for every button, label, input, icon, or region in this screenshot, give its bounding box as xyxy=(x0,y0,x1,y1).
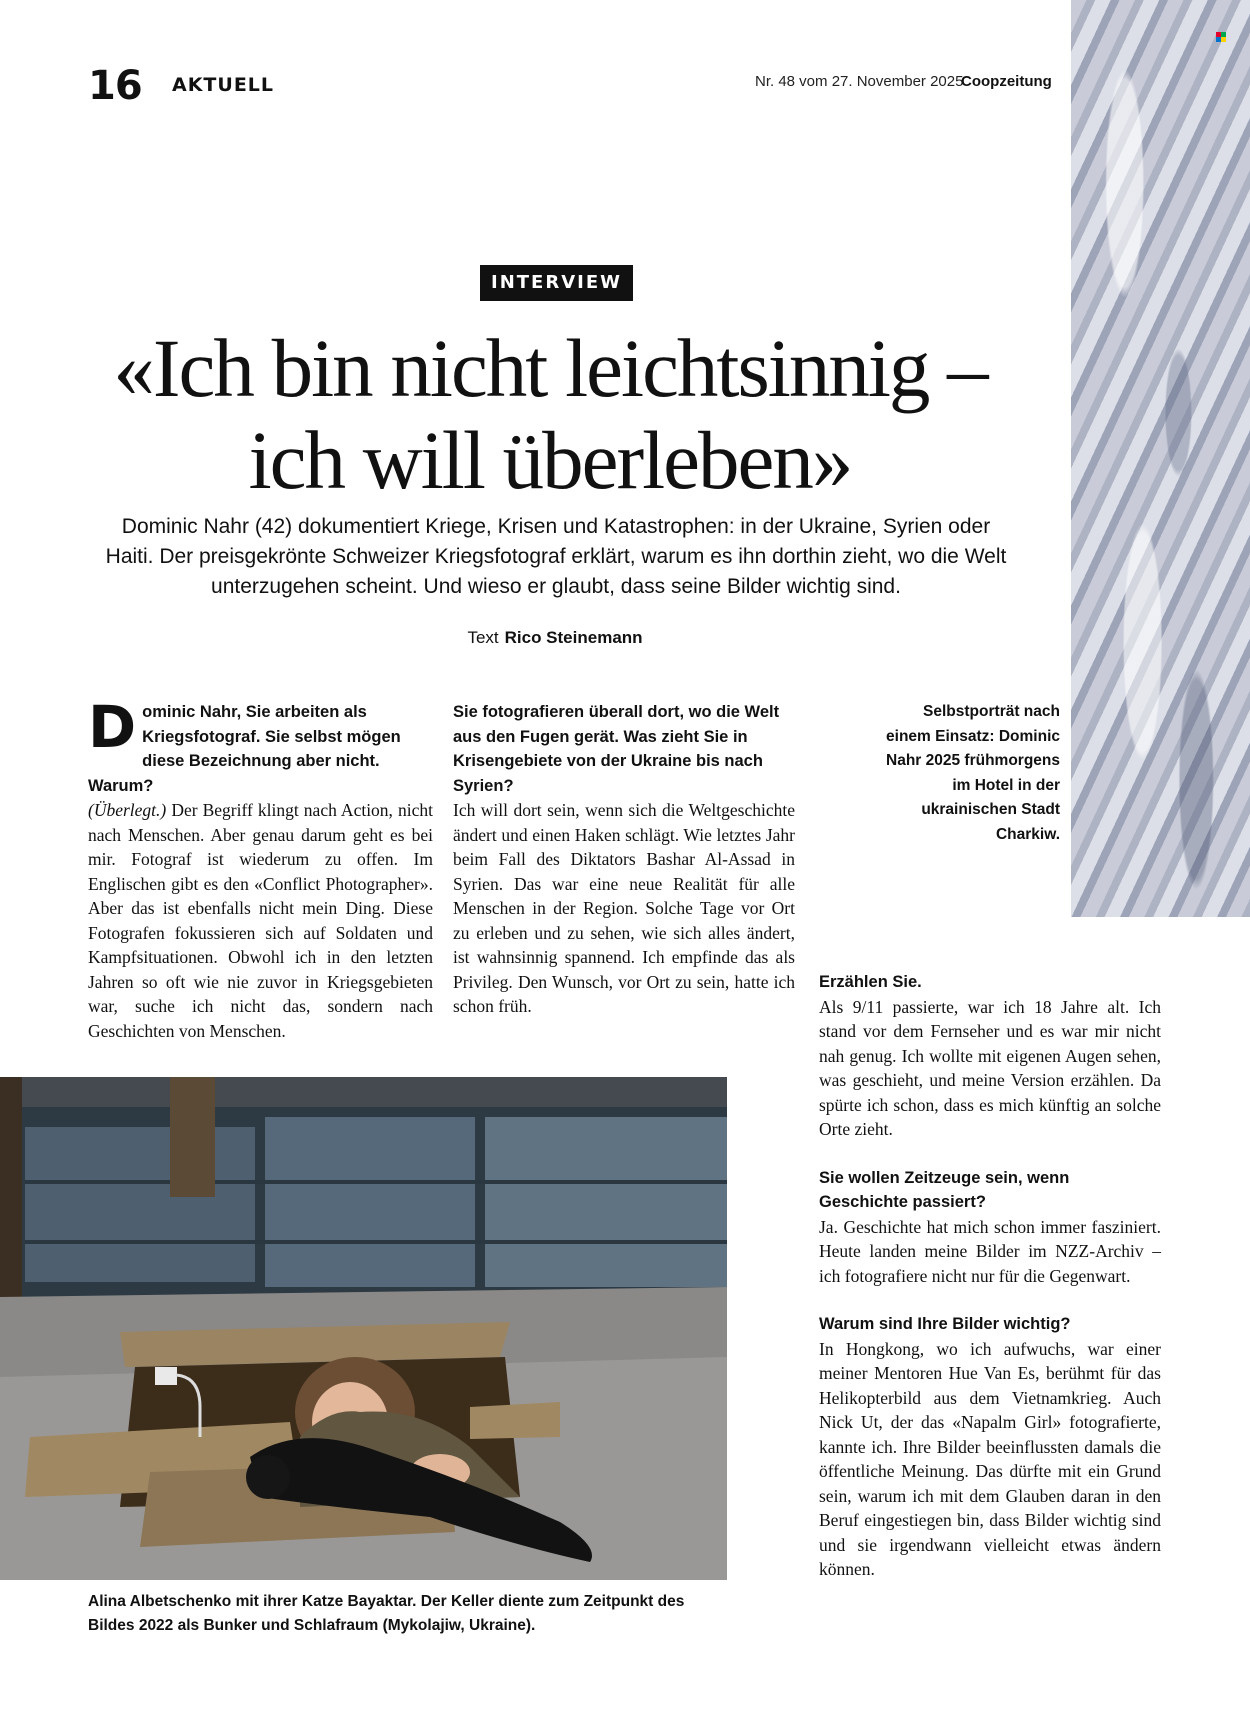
byline-label: Text xyxy=(467,628,499,647)
self-portrait-caption: Selbstporträt nach einem Einsatz: Dominic Nahr 2025 frühmorgens im Hotel in der ukrainischen Stadt Charkiw. xyxy=(886,703,1060,843)
section-label: AKTUELL xyxy=(172,74,275,96)
kicker-badge: INTERVIEW xyxy=(480,265,633,301)
answer-3: Als 9/11 passierte, war ich 18 Jahre alt. Ich stand vor dem Fernseher und es war mir nicht nah genug. Ich wollte mit eigenen Augen sehen, was geschieht, und meine Version erzählen. Da spürte ich schon, dass es mich künftig an solche Orte zieht. xyxy=(819,996,1161,1139)
page-number: 16 xyxy=(88,63,142,109)
byline-author: Rico Steinemann xyxy=(504,628,643,647)
question-4: Sie wollen Zeitzeuge sein, wenn Geschichte passiert? xyxy=(819,1168,1070,1211)
byline xyxy=(300,628,810,648)
column-1 xyxy=(88,693,433,1043)
answer-2: Ich will dort sein, wenn sich die Weltgeschichte ändert und einen Haken schlägt. Wie letztes Jahr beim Fall des Diktators Bashar Al-Assad in Syrien. Das war eine neue Realität für alle Menschen in der Region. Solche Tage vor Ort zu erleben und zu sehen, wie sich alles ändert, ist wahnsinnig spannend. Ich empfinde das als Privileg. Den Wunsch, vor Ort zu sein, hatte ich schon früh. xyxy=(453,800,795,1016)
bunker-photo-illustration xyxy=(0,1077,727,1580)
column-3 xyxy=(819,970,1161,1582)
question-1: Dominic Nahr, Sie arbeiten als Kriegsfotograf. Sie selbst mögen diese Bezeichnung aber nicht. Warum? xyxy=(88,693,401,795)
lead-paragraph: Dominic Nahr (42) dokumentiert Kriege, Krisen und Katastrophen: in der Ukraine, Syrien oder Haiti. Der preisgekrönte Schweizer Kriegsfotograf erklärt, warum es ihn dorthin zieht, wo die Welt unterzugehen scheint. Und wieso er glaubt, dass seine Bilder wichtig sind. xyxy=(105,515,1007,598)
drop-cap: D xyxy=(88,693,137,761)
column-2 xyxy=(453,700,795,1019)
headline-line-2: ich will überleben» xyxy=(248,414,852,506)
question-3: Erzählen Sie. xyxy=(819,973,922,991)
headline-line-1: «Ich bin nicht leichtsinnig – xyxy=(113,322,987,414)
answer-4: Ja. Geschichte hat mich schon immer fasziniert. Heute landen meine Bilder im NZZ-Archiv – ich fotografiere nicht nur für die Gegenwart. xyxy=(819,1216,1161,1286)
answer-1-aside: (Überlegt.) xyxy=(88,800,167,820)
photo-caption: Alina Albetschenko mit ihrer Katze Bayaktar. Der Keller diente zum Zeitpunkt des Bildes 2022 als Bunker und Schlafraum (Mykolajiw, Ukraine). xyxy=(88,1593,685,1634)
headline xyxy=(60,322,1040,506)
answer-1: (Überlegt.) Der Begriff klingt nach Action, nicht nach Menschen. Aber genau darum geht es bei mir. Fotograf ist wiederum zu offen. Im Englischen gibt es den «Conflict Photographer». Aber das ist ebenfalls nicht mein Ding. Diese Fotografen fokussieren sich auf Soldaten und Kampfsituationen. Obwohl ich in den letzten Jahren so oft wie nie zuvor in Kriegsgebieten war, suche ich nicht das, sondern nach Geschichten von Menschen. xyxy=(88,800,433,1041)
print-color-mark xyxy=(1216,32,1226,42)
answer-5: In Hongkong, wo ich aufwuchs, war einer meiner Mentoren Hue Van Es, berühmt für das Helikopterbild aus dem Vietnamkrieg. Auch Nick Ut, der das «Napalm Girl» fotografierte, kannte ich. Ihre Bilder beeinflussten damals die öffentliche Meinung. Das dürfte mit ein Grund sein, warum ich mit dem Glauben daran in den Beruf eingestiegen bin, dass Bilder wichtig sind und sie irgendwann vielleicht etwas ändern können. xyxy=(819,1338,1161,1579)
self-portrait-photo xyxy=(1071,0,1250,917)
question-2: Sie fotografieren überall dort, wo die Welt aus den Fugen gerät. Was zieht Sie in Krisengebiete von der Ukraine bis nach Syrien? xyxy=(453,703,780,795)
issue-info: Nr. 48 vom 27. November 2025 xyxy=(755,73,964,90)
bunker-photo xyxy=(0,1077,727,1580)
question-5: Warum sind Ihre Bilder wichtig? xyxy=(819,1315,1071,1333)
publication-name: Coopzeitung xyxy=(961,73,1052,90)
